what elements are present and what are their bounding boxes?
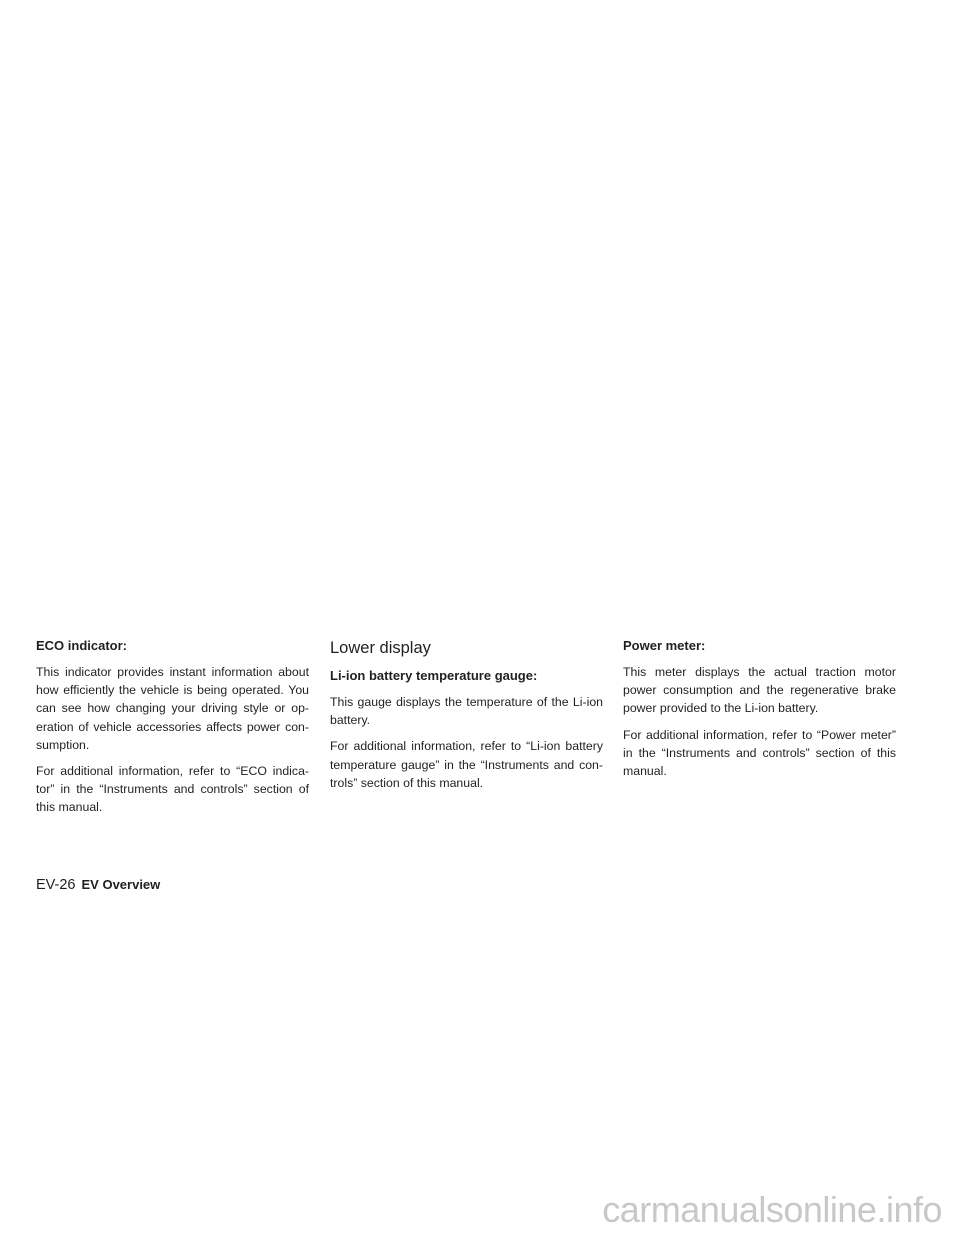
eco-indicator-description: This indicator provides instant information about how efficiently the vehicle is being operated. You can see how changing your driving style or op-eration of vehicle accessories affects power con-sumption.	[36, 665, 309, 752]
page-number: EV-26	[36, 877, 76, 893]
battery-temperature-heading: Li-ion battery temperature gauge:	[330, 668, 538, 683]
eco-indicator-reference: For additional information, refer to “ECO indica-tor” in the “Instruments and controls” section of this manual.	[36, 764, 309, 815]
footer-section-name: EV Overview	[81, 877, 161, 892]
page-footer	[36, 876, 160, 894]
battery-temperature-description: This gauge displays the temperature of the Li-ion battery.	[330, 695, 603, 728]
lower-display-title: Lower display	[330, 639, 431, 657]
eco-indicator-heading: ECO indicator:	[36, 638, 128, 653]
middle-column	[330, 638, 603, 800]
power-meter-heading: Power meter:	[623, 638, 706, 653]
battery-temperature-reference: For additional information, refer to “Li-ion battery temperature gauge” in the “Instruments and con-trols” section of this manual.	[330, 739, 603, 790]
power-meter-description: This meter displays the actual traction motor power consumption and the regenerative brake power provided to the Li-ion battery.	[623, 665, 896, 716]
watermark-text: carmanualsonline.info	[602, 1189, 942, 1230]
right-column	[623, 636, 896, 788]
power-meter-reference: For additional information, refer to “Power meter” in the “Instruments and controls” section of this manual.	[623, 727, 896, 779]
left-column	[36, 636, 309, 825]
